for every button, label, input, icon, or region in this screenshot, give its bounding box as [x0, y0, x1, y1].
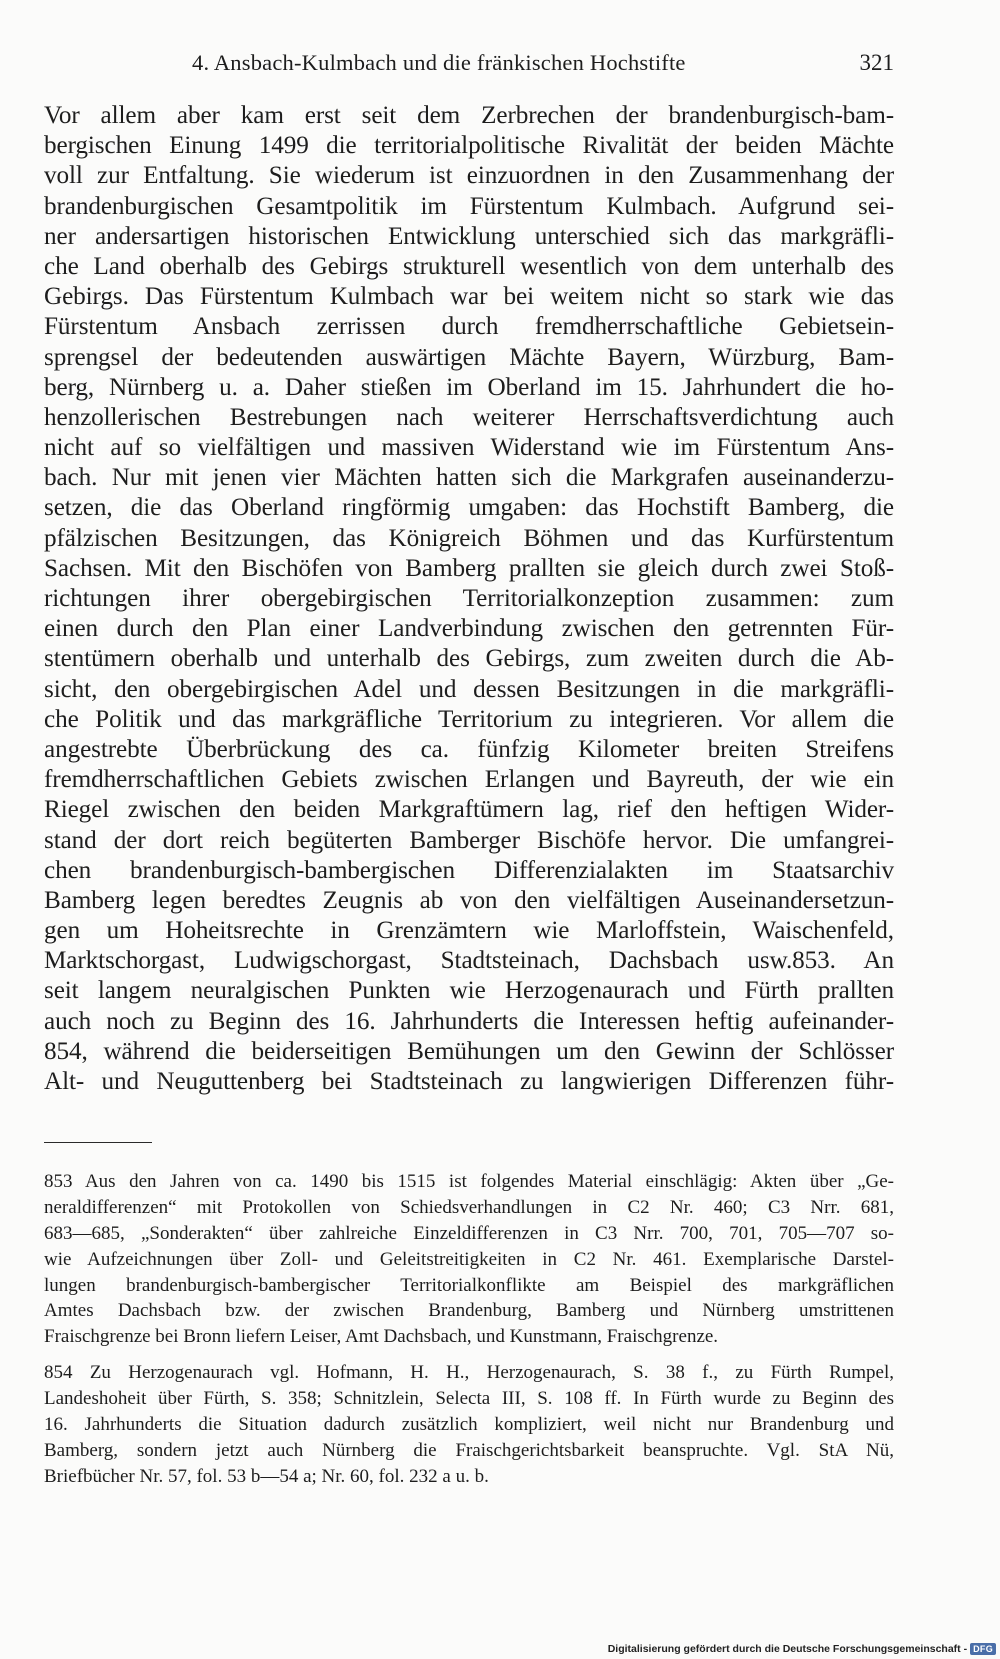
text-line: auch noch zu Beginn des 16. Jahrhunderts die Interessen heftig aufeinander-	[44, 1007, 894, 1035]
text-line: angestrebte Überbrückung des ca. fünfzig Kilometer breiten Streifens	[44, 735, 894, 763]
text-line: berg, Nürnberg u. a. Daher stießen im Oberland im 15. Jahrhundert die ho-	[44, 373, 894, 401]
footnotes	[44, 1169, 894, 1490]
text-line: Riegel zwischen den beiden Markgraftümern lag, rief den heftigen Wider-	[44, 796, 894, 824]
footnote-853	[44, 1169, 894, 1350]
footnote-line: wie Aufzeichnungen über Zoll- und Geleitstreitigkeiten in C2 Nr. 461. Exemplarische Darstel-	[44, 1248, 894, 1270]
text-line: Fürstentum Ansbach zerrissen durch fremdherrschaftliche Gebietsein-	[44, 313, 894, 341]
text-line: voll zur Entfaltung. Sie wiederum ist einzuordnen in den Zusammenhang der	[44, 162, 894, 190]
footnote-line: Amtes Dachsbach bzw. der zwischen Brandenburg, Bamberg und Nürnberg umstrittenen	[44, 1300, 894, 1322]
footnote-line: 16. Jahrhunderts die Situation dadurch zusätzlich kompliziert, weil nicht nur Brandenburg und	[44, 1414, 894, 1436]
text-line: seit langem neuralgischen Punkten wie Herzogenaurach und Fürth prallten	[44, 977, 894, 1005]
text-line: bach. Nur mit jenen vier Mächten hatten sich die Markgrafen auseinanderzu-	[44, 464, 894, 492]
text-line: che Politik und das markgräfliche Territorium zu integrieren. Vor allem die	[44, 705, 894, 733]
text-line: Alt- und Neuguttenberg bei Stadtsteinach zu langwierigen Differenzen führ-	[44, 1068, 894, 1095]
credit-text: Digitalisierung gefördert durch die Deutsche Forschungsgemeinschaft -	[607, 1643, 968, 1655]
dfg-logo: DFG	[970, 1643, 996, 1655]
text-line: sicht, den obergebirgischen Adel und dessen Besitzungen in die markgräfli-	[44, 675, 894, 703]
footnote-line: Landeshoheit über Fürth, S. 358; Schnitzlein, Selecta III, S. 108 ff. In Fürth wurde zu Beginn des	[44, 1388, 894, 1410]
footnote-line: 853 Aus den Jahren von ca. 1490 bis 1515 ist folgendes Material einschlägig: Akten über „Ge-	[44, 1171, 894, 1192]
footnote-line: 683—685, „Sonderakten“ über zahlreiche Einzeldifferenzen in C3 Nrr. 700, 701, 705—707 so-	[44, 1222, 894, 1244]
running-header	[44, 50, 894, 82]
text-line: ner andersartigen historischen Entwicklung unterschied sich das markgräfli-	[44, 222, 894, 250]
running-title: 4. Ansbach-Kulmbach und die fränkischen Hochstifte	[192, 50, 686, 75]
text-line: gen um Hoheitsrechte in Grenzämtern wie Marloffstein, Waischenfeld,	[44, 917, 894, 945]
text-line: richtungen ihrer obergebirgischen Territorialkonzeption zusammen: zum	[44, 585, 894, 612]
page-number: 321	[859, 50, 894, 75]
text-line: setzen, die das Oberland ringförmig umgaben: das Hochstift Bamberg, die	[44, 494, 894, 522]
footnote-separator	[44, 1142, 152, 1143]
text-line: Gebirgs. Das Fürstentum Kulmbach war bei weitem nicht so stark wie das	[44, 283, 894, 311]
text-line: brandenburgischen Gesamtpolitik im Fürstentum Kulmbach. Aufgrund sei-	[44, 192, 894, 220]
text-line: nicht auf so vielfältigen und massiven Widerstand wie im Fürstentum Ans-	[44, 434, 894, 462]
text-line: bergischen Einung 1499 die territorialpolitische Rivalität der beiden Mächte	[44, 132, 894, 160]
text-line: 854, während die beiderseitigen Bemühungen um den Gewinn der Schlösser	[44, 1037, 894, 1065]
footnote-854	[44, 1360, 894, 1489]
footnote-line: neraldifferenzen“ mit Protokollen von Schiedsverhandlungen in C2 Nr. 460; C3 Nrr. 681,	[44, 1196, 894, 1218]
text-line: pfälzischen Besitzungen, das Königreich Böhmen und das Kurfürstentum	[44, 524, 894, 552]
text-line: fremdherrschaftlichen Gebiets zwischen Erlangen und Bayreuth, der wie ein	[44, 766, 894, 794]
text-line: chen brandenburgisch-bambergischen Differenzialakten im Staatsarchiv	[44, 856, 894, 884]
footnote-line: Fraischgrenze bei Bronn liefern Leiser, Amt Dachsbach, und Kunstmann, Fraischgrenze.	[44, 1326, 719, 1348]
footnote-gap	[44, 1350, 894, 1360]
digitization-credit	[608, 1643, 996, 1655]
footnote-line: 854 Zu Herzogenaurach vgl. Hofmann, H. H., Herzogenaurach, S. 38 f., zu Fürth Rumpel,	[44, 1362, 894, 1384]
text-line: sprengsel der bedeutenden auswärtigen Mächte Bayern, Würzburg, Bam-	[44, 343, 894, 371]
text-line: einen durch den Plan einer Landverbindung zwischen den getrennten Für-	[44, 615, 894, 643]
footnote-line: Bamberg, sondern jetzt auch Nürnberg die Fraischgerichtsbarkeit beanspruchte. Vgl. StA Nü,	[44, 1439, 894, 1461]
text-line: stand der dort reich begüterten Bamberger Bischöfe hervor. Die umfangrei-	[44, 826, 894, 854]
text-line: Marktschorgast, Ludwigschorgast, Stadtsteinach, Dachsbach usw.853. An	[44, 947, 894, 975]
text-line: henzollerischen Bestrebungen nach weiterer Herrschaftsverdichtung auch	[44, 403, 894, 431]
footnote-line: Briefbücher Nr. 57, fol. 53 b—54 a; Nr. 60, fol. 232 a u. b.	[44, 1465, 489, 1487]
text-line: stentümern oberhalb und unterhalb des Gebirgs, zum zweiten durch die Ab-	[44, 645, 894, 673]
text-line: Sachsen. Mit den Bischöfen von Bamberg prallten sie gleich durch zwei Stoß-	[44, 554, 894, 582]
text-line: Bamberg legen beredtes Zeugnis ab von den vielfältigen Auseinandersetzun-	[44, 886, 894, 914]
text-line: che Land oberhalb des Gebirgs strukturell wesentlich von dem unterhalb des	[44, 252, 894, 280]
text-line: Vor allem aber kam erst seit dem Zerbrechen der brandenburgisch-bam-	[44, 102, 894, 129]
footnote-line: lungen brandenburgisch-bambergischer Territorialkonflikte am Beispiel des markgräflichen	[44, 1274, 894, 1296]
main-text	[44, 101, 894, 1097]
